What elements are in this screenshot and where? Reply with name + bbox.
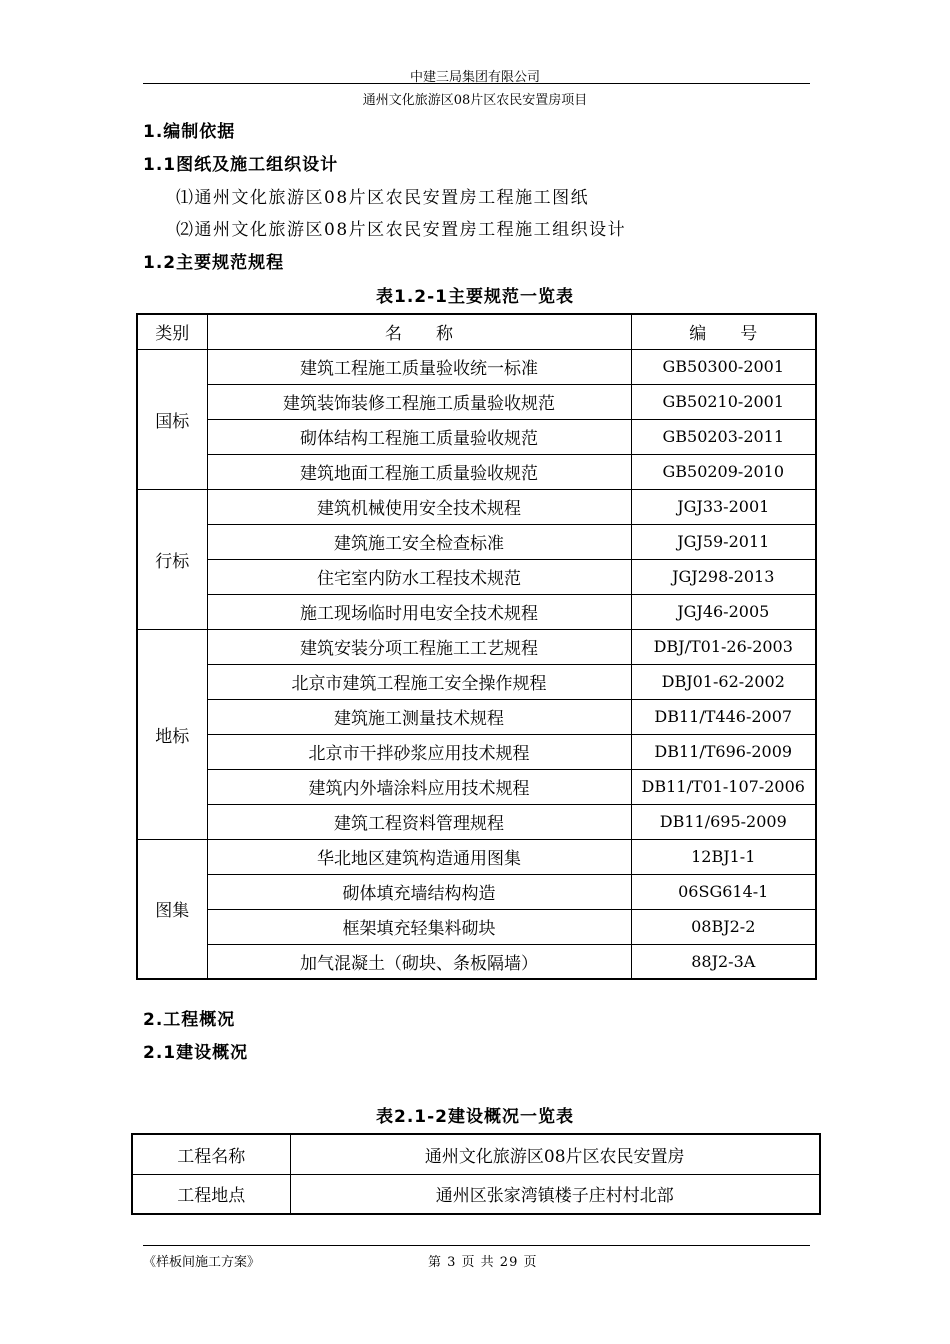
standard-name-cell: 北京市建筑工程施工安全操作规程 bbox=[207, 664, 631, 699]
header-category: 类别 bbox=[137, 314, 207, 349]
standard-code-cell: 12BJ1-1 bbox=[631, 839, 816, 874]
table-row bbox=[137, 489, 816, 524]
table2-caption: 表2.1-2建设概况一览表 bbox=[376, 1107, 574, 1127]
standard-name-cell: 框架填充轻集料砌块 bbox=[207, 909, 631, 944]
standard-name-cell: 建筑内外墙涂料应用技术规程 bbox=[207, 769, 631, 804]
table-row bbox=[137, 524, 816, 559]
standard-name-cell: 建筑装饰装修工程施工质量验收规范 bbox=[207, 384, 631, 419]
table-row bbox=[132, 1134, 820, 1174]
table-row bbox=[137, 384, 816, 419]
table-row bbox=[137, 944, 816, 979]
standard-code-cell: DBJ01-62-2002 bbox=[631, 664, 816, 699]
standard-code-cell: DB11/695-2009 bbox=[631, 804, 816, 839]
standard-code-cell: JGJ33-2001 bbox=[631, 489, 816, 524]
table-row bbox=[137, 559, 816, 594]
standard-code-cell: JGJ46-2005 bbox=[631, 594, 816, 629]
standard-code-cell: JGJ298-2013 bbox=[631, 559, 816, 594]
overview-value: 通州区张家湾镇楼子庄村村北部 bbox=[290, 1174, 820, 1214]
standard-code-cell: 06SG614-1 bbox=[631, 874, 816, 909]
header-divider bbox=[143, 83, 810, 84]
standard-code-cell: DB11/T446-2007 bbox=[631, 699, 816, 734]
standard-code-cell: 08BJ2-2 bbox=[631, 909, 816, 944]
category-cell: 国标 bbox=[137, 349, 207, 489]
basis-item-1: ⑴通州文化旅游区08片区农民安置房工程施工图纸 bbox=[176, 188, 590, 208]
table-row bbox=[137, 909, 816, 944]
table-row bbox=[137, 629, 816, 664]
standard-code-cell: DBJ/T01-26-2003 bbox=[631, 629, 816, 664]
standard-name-cell: 建筑地面工程施工质量验收规范 bbox=[207, 454, 631, 489]
standard-code-cell: DB11/T01-107-2006 bbox=[631, 769, 816, 804]
table-row bbox=[137, 734, 816, 769]
standard-name-cell: 砌体结构工程施工质量验收规范 bbox=[207, 419, 631, 454]
category-cell: 行标 bbox=[137, 489, 207, 629]
standard-name-cell: 砌体填充墙结构构造 bbox=[207, 874, 631, 909]
standard-code-cell: JGJ59-2011 bbox=[631, 524, 816, 559]
standard-name-cell: 建筑安装分项工程施工工艺规程 bbox=[207, 629, 631, 664]
basis-item-2: ⑵通州文化旅游区08片区农民安置房工程施工组织设计 bbox=[176, 220, 627, 240]
table-row bbox=[137, 664, 816, 699]
standard-name-cell: 北京市干拌砂浆应用技术规程 bbox=[207, 734, 631, 769]
standard-name-cell: 建筑机械使用安全技术规程 bbox=[207, 489, 631, 524]
table-row bbox=[132, 1174, 820, 1214]
standard-name-cell: 住宅室内防水工程技术规范 bbox=[207, 559, 631, 594]
footer-divider bbox=[143, 1245, 810, 1246]
table-row bbox=[137, 349, 816, 384]
section-2-1-title: 2.1建设概况 bbox=[143, 1043, 249, 1063]
table-header-row bbox=[137, 314, 816, 349]
standard-code-cell: GB50203-2011 bbox=[631, 419, 816, 454]
overview-label: 工程名称 bbox=[132, 1134, 290, 1174]
footer-page-info: 第 3 页 共 29 页 bbox=[428, 1255, 538, 1270]
standard-code-cell: GB50210-2001 bbox=[631, 384, 816, 419]
standard-name-cell: 建筑工程施工质量验收统一标准 bbox=[207, 349, 631, 384]
standard-code-cell: DB11/T696-2009 bbox=[631, 734, 816, 769]
table-row bbox=[137, 454, 816, 489]
section-1-2-title: 1.2主要规范规程 bbox=[143, 253, 285, 273]
standard-code-cell: GB50209-2010 bbox=[631, 454, 816, 489]
overview-value: 通州文化旅游区08片区农民安置房 bbox=[290, 1134, 820, 1174]
table-row bbox=[137, 594, 816, 629]
table-row bbox=[137, 699, 816, 734]
header-name: 名 称 bbox=[207, 314, 631, 349]
standard-name-cell: 建筑施工安全检查标准 bbox=[207, 524, 631, 559]
header-company: 中建三局集团有限公司 bbox=[409, 70, 540, 85]
standard-name-cell: 施工现场临时用电安全技术规程 bbox=[207, 594, 631, 629]
standards-table bbox=[136, 313, 817, 980]
section-1-1-title: 1.1图纸及施工组织设计 bbox=[143, 155, 339, 175]
standard-name-cell: 建筑施工测量技术规程 bbox=[207, 699, 631, 734]
category-cell: 图集 bbox=[137, 839, 207, 979]
table-row bbox=[137, 839, 816, 874]
header-code: 编 号 bbox=[631, 314, 816, 349]
standard-name-cell: 建筑工程资料管理规程 bbox=[207, 804, 631, 839]
footer-doc-title: 《样板间施工方案》 bbox=[143, 1255, 261, 1270]
overview-table bbox=[131, 1133, 821, 1215]
table1-caption: 表1.2-1主要规范一览表 bbox=[376, 287, 574, 307]
standard-code-cell: GB50300-2001 bbox=[631, 349, 816, 384]
standard-name-cell: 加气混凝土（砌块、条板隔墙） bbox=[207, 944, 631, 979]
section-2-title: 2.工程概况 bbox=[143, 1010, 236, 1030]
standard-name-cell: 华北地区建筑构造通用图集 bbox=[207, 839, 631, 874]
table-row bbox=[137, 419, 816, 454]
header-project: 通州文化旅游区08片区农民安置房项目 bbox=[362, 93, 588, 108]
table-row bbox=[137, 804, 816, 839]
standard-code-cell: 88J2-3A bbox=[631, 944, 816, 979]
overview-label: 工程地点 bbox=[132, 1174, 290, 1214]
table-row bbox=[137, 874, 816, 909]
table-row bbox=[137, 769, 816, 804]
category-cell: 地标 bbox=[137, 629, 207, 839]
section-1-title: 1.编制依据 bbox=[143, 122, 236, 142]
